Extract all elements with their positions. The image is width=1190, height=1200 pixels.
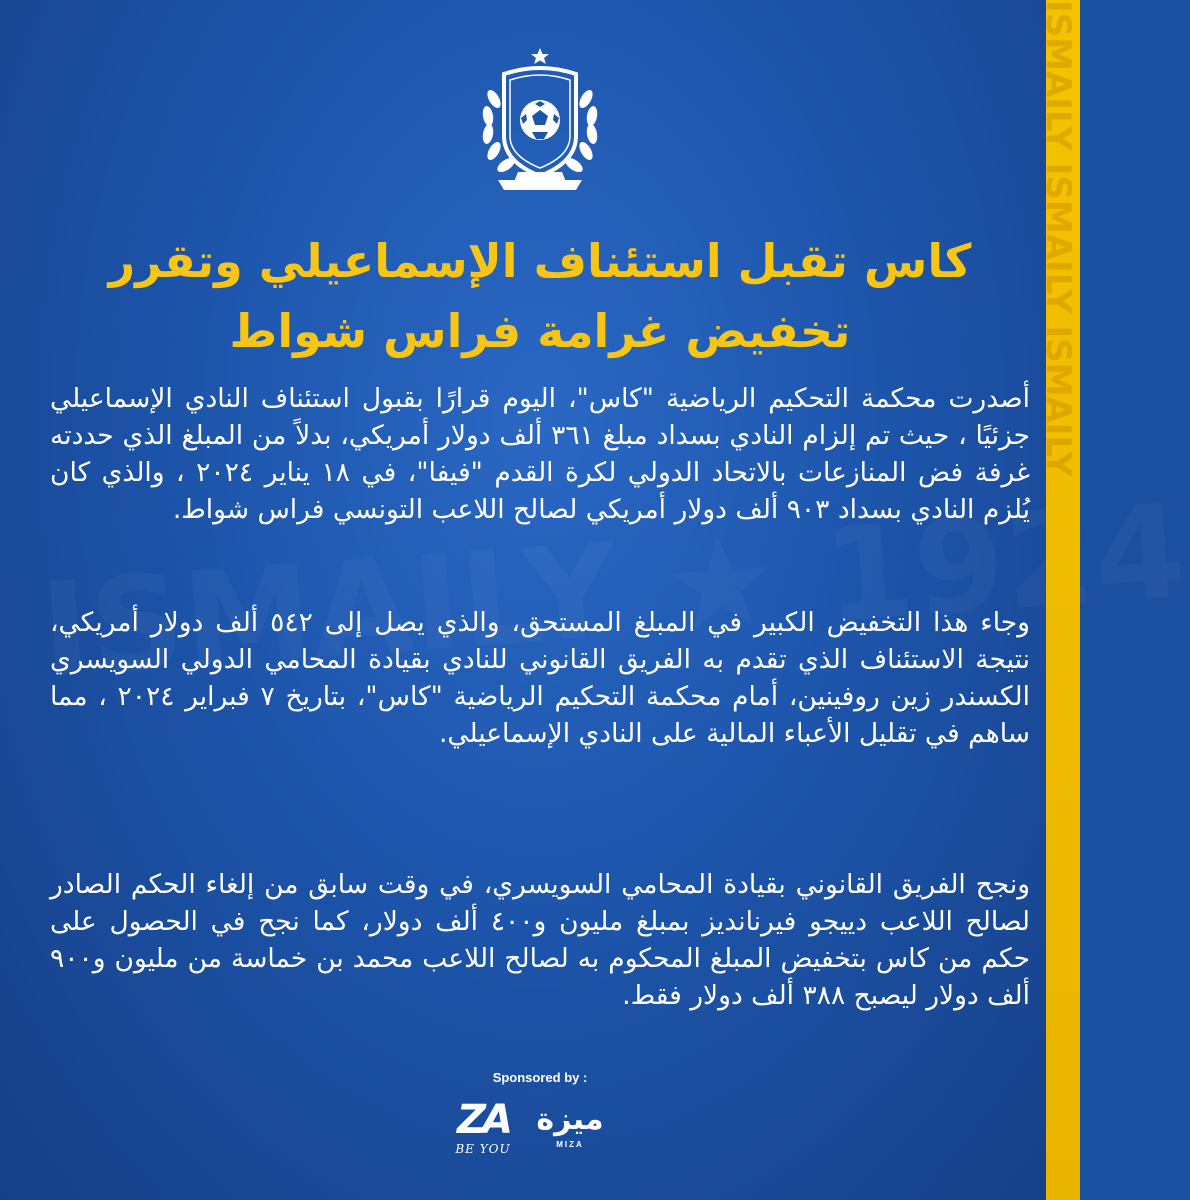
headline-line-2: تخفيض غرامة فراس شواط <box>229 304 851 358</box>
headline-line-1: كاس تقبل استئناف الإسماعيلي وتقرر <box>108 234 972 288</box>
miza-logo-latin: MIZA <box>556 1140 584 1149</box>
sponsor-logo-miza <box>524 1100 616 1162</box>
strip-pattern: ISMAILY ISMAILY ISMAILY <box>1038 0 1078 477</box>
paragraph-2: وجاء هذا التخفيض الكبير في المبلغ المستحق، والذي يصل إلى ٥٤٢ ألف دولار أمريكي، نتيجة الاستئناف الذي تقدم به الفريق القانوني للنادي بقيادة المحامي الدولي السويسري الكسندر زين روفينين، أمام محكمة التحكيم الرياضية "كاس"، بتاريخ ٧ فبراير ٢٠٢٤ ، مما ساهم في تقليل الأعباء المالية على النادي الإسماعيلي. <box>50 607 1030 749</box>
club-crest-icon <box>468 44 612 194</box>
za-logo-mark: ZA <box>457 1097 509 1143</box>
club-logo <box>468 44 612 194</box>
headline <box>80 226 1000 366</box>
za-logo-tagline: BE YOU <box>455 1142 511 1156</box>
paragraph-3: ونجح الفريق القانوني بقيادة المحامي السويسري، في وقت سابق من إلغاء الحكم الصادر لصالح اللاعب دييجو فيرنانديز بمبلغ مليون و٤٠٠ ألف دولار، كما نجح في الحصول على حكم من كاس بتخفيض المبلغ المحكوم به لصالح اللاعب محمد بن خماسة من مليون و٩٠٠ ألف دولار ليصبح ٣٨٨ ألف دولار فقط. <box>50 869 1030 1011</box>
sponsor-label: Sponsored by : <box>492 1070 588 1085</box>
miza-logo-arabic: ميزة <box>536 1102 604 1137</box>
sponsor-logo-za <box>448 1098 518 1164</box>
paragraph-1: أصدرت محكمة التحكيم الرياضية "كاس"، اليوم قرارًا بقبول استئناف النادي الإسماعيلي جزئيًا ، حيث تم إلزام النادي بسداد مبلغ ٣٦١ ألف دولار أمريكي، بدلاً من المبلغ الذي حددته غرفة فض المنازعات بالاتحاد الدولي لكرة القدم "فيفا"، في ١٨ يناير ٢٠٢٤ ، والذي كان يُلزم النادي بسداد ٩٠٣ ألف دولار أمريكي لصالح اللاعب التونسي فراس شواط. <box>50 383 1030 525</box>
yellow-side-strip <box>1038 0 1080 1200</box>
